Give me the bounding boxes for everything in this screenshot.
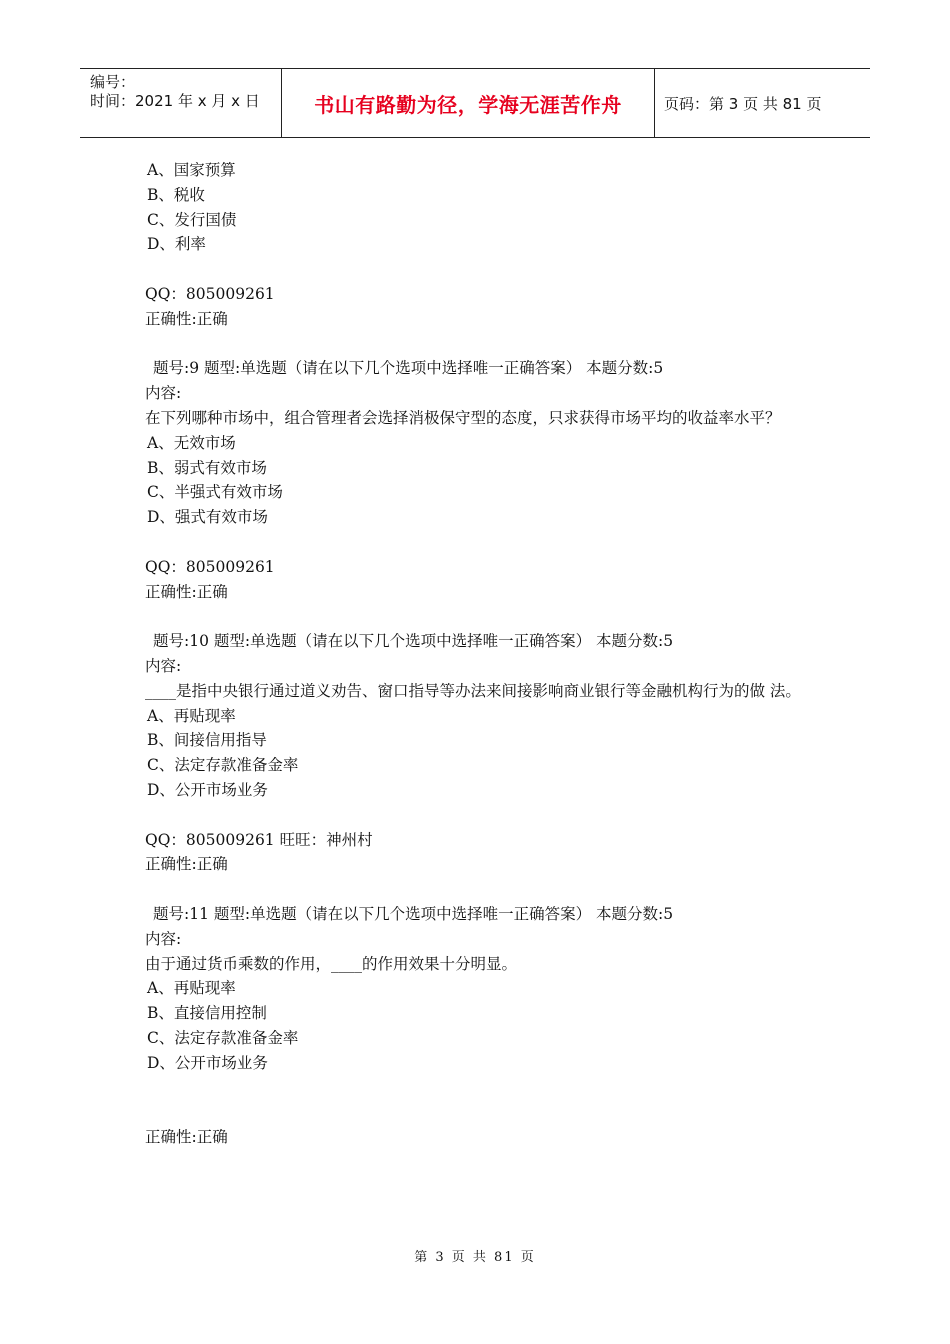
option-b: B、间接信用指导 xyxy=(147,731,267,750)
correctness-line: 正确性:正确 xyxy=(145,582,228,601)
question-header: 题号:9 题型:单选题（请在以下几个选项中选择唯一正确答案） 本题分数:5 xyxy=(153,359,664,378)
header-divider-right xyxy=(654,69,655,137)
page-footer: 第 3 页 共 81 页 xyxy=(414,1250,536,1265)
correctness-line: 正确性:正确 xyxy=(145,309,228,328)
content-label: 内容: xyxy=(145,656,182,675)
option-a: A、国家预算 xyxy=(147,161,236,179)
option-d: D、利率 xyxy=(147,235,206,254)
option-b: B、弱式有效市场 xyxy=(147,458,267,477)
code-label: 编号： xyxy=(90,73,136,91)
option-c: C、发行国债 xyxy=(147,210,237,229)
header-page-label: 页码：第 3 页 共 81 页 xyxy=(664,94,822,113)
option-b: B、税收 xyxy=(147,185,205,204)
question-block-11 xyxy=(145,902,815,1150)
option-a: A、再贴现率 xyxy=(147,979,236,998)
option-d: D、强式有效市场 xyxy=(147,508,268,527)
question-header: 题号:10 题型:单选题（请在以下几个选项中选择唯一正确答案） 本题分数:5 xyxy=(153,632,674,651)
document-body xyxy=(145,158,815,1150)
contact-line: QQ：805009261 xyxy=(145,557,275,576)
question-block-8-tail xyxy=(145,158,815,332)
correctness-line: 正确性:正确 xyxy=(145,1128,228,1147)
option-c: C、法定存款准备金率 xyxy=(147,756,299,775)
header-motto: 书山有路勤为径，学海无涯苦作舟 xyxy=(314,92,622,117)
option-d: D、公开市场业务 xyxy=(147,1053,268,1072)
header-meta xyxy=(90,73,260,111)
option-a: A、再贴现率 xyxy=(147,706,236,725)
contact-line: QQ：805009261 xyxy=(145,284,275,303)
option-b: B、直接信用控制 xyxy=(147,1004,267,1023)
question-block-9 xyxy=(145,356,815,604)
question-text: 由于通过货币乘数的作用，____的作用效果十分明显。 xyxy=(145,954,518,973)
content-label: 内容: xyxy=(145,929,182,948)
correctness-line: 正确性:正确 xyxy=(145,855,228,874)
question-text: ____是指中央银行通过道义劝告、窗口指导等办法来间接影响商业银行等金融机构行为的做 法。 xyxy=(145,681,801,700)
option-a: A、无效市场 xyxy=(147,433,236,452)
page-header xyxy=(80,68,870,138)
question-text: 在下列哪种市场中，组合管理者会选择消极保守型的态度，只求获得市场平均的收益率水平？ xyxy=(145,408,781,427)
date-label: 时间：2021 年 x 月 x 日 xyxy=(90,92,260,110)
option-c: C、半强式有效市场 xyxy=(147,483,283,502)
question-header: 题号:11 题型:单选题（请在以下几个选项中选择唯一正确答案） 本题分数:5 xyxy=(153,904,674,923)
option-d: D、公开市场业务 xyxy=(147,780,268,799)
option-c: C、法定存款准备金率 xyxy=(147,1028,299,1047)
contact-line: QQ：805009261 旺旺：神州村 xyxy=(145,830,373,849)
content-label: 内容: xyxy=(145,384,182,403)
question-block-10 xyxy=(145,629,815,877)
